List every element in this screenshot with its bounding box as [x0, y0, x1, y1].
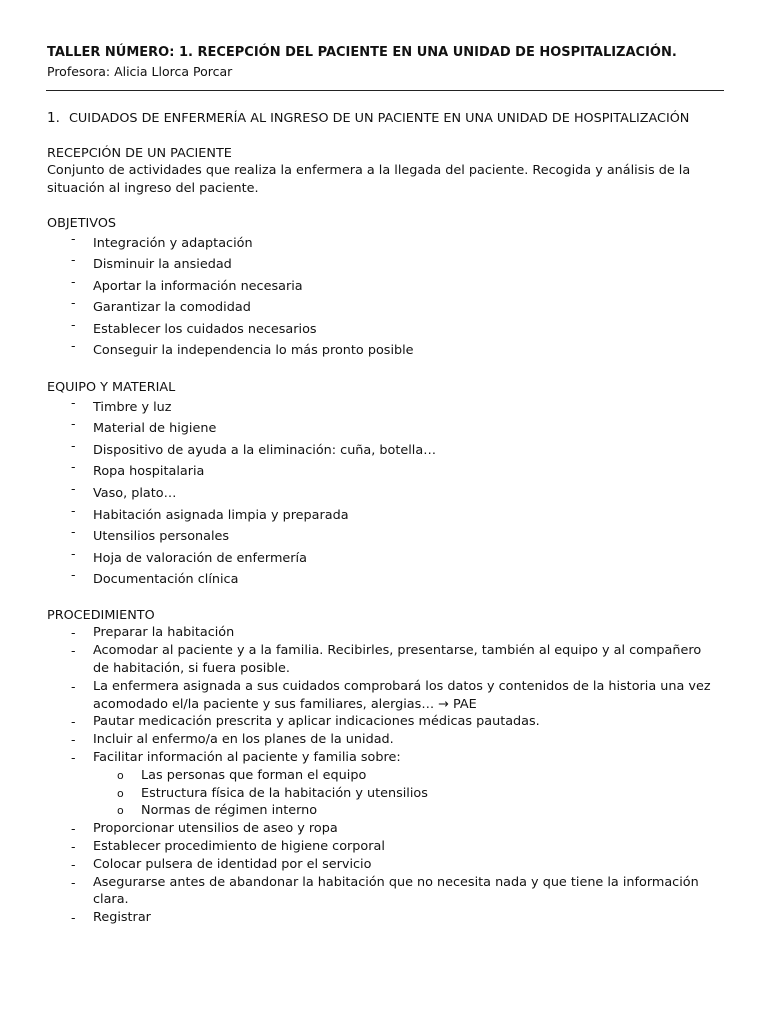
list-item: - Integración y adaptación — [47, 233, 717, 255]
dash-marker: - — [71, 856, 76, 872]
dash-marker: - — [71, 643, 76, 659]
dash-marker: - — [71, 732, 76, 748]
recepcion-section — [47, 145, 717, 198]
procedimiento-list-continued — [47, 820, 717, 927]
list-item: - Vaso, plato… — [47, 483, 717, 505]
procedimiento-section — [47, 607, 717, 927]
dash-marker: - — [71, 545, 76, 561]
list-item: - Establecer los cuidados necesarios — [47, 319, 717, 341]
list-item: - Pautar medicación prescrita y aplicar indicaciones médicas pautadas. — [47, 713, 717, 731]
list-item: - Aportar la información necesaria — [47, 276, 717, 298]
dash-marker: - — [71, 437, 76, 453]
document-title: TALLER NÚMERO: 1. RECEPCIÓN DEL PACIENTE EN UNA UNIDAD DE HOSPITALIZACIÓN. — [47, 45, 677, 60]
dash-marker: - — [71, 459, 76, 475]
dash-marker: - — [71, 524, 76, 540]
dash-marker: - — [71, 714, 76, 730]
dash-marker: - — [71, 910, 76, 926]
list-item: - Incluir al enfermo/a en los planes de la unidad. — [47, 731, 717, 749]
list-item: - Conseguir la independencia lo más pronto posible — [47, 340, 717, 362]
dash-marker: - — [71, 273, 76, 289]
circle-bullet-marker: o — [117, 804, 124, 818]
list-item: - Preparar la habitación — [47, 624, 717, 642]
procedimiento-heading: PROCEDIMIENTO — [47, 607, 155, 623]
procedimiento-sublist — [47, 767, 717, 820]
dash-marker: - — [71, 316, 76, 332]
sub-list-item: o Normas de régimen interno — [47, 802, 717, 820]
list-item: - Disminuir la ansiedad — [47, 254, 717, 276]
list-item: - La enfermera asignada a sus cuidados comprobará los datos y contenidos de la historia una vez acomodado el/la paciente y sus familiares, alergias… → PAE — [47, 678, 717, 714]
list-item: - Utensilios personales — [47, 526, 717, 548]
objetivos-heading: OBJETIVOS — [47, 216, 117, 231]
dash-marker: - — [71, 502, 76, 518]
document-body — [47, 110, 717, 927]
list-item: - Documentación clínica — [47, 569, 717, 591]
list-item: - Garantizar la comodidad — [47, 297, 717, 319]
dash-marker: - — [71, 821, 76, 837]
dash-marker: - — [71, 416, 76, 432]
sub-list-item: o Las personas que forman el equipo — [47, 767, 717, 785]
dash-marker: - — [71, 678, 76, 694]
recepcion-text: Conjunto de actividades que realiza la enfermera a la llegada del paciente. Recogida y análisis de la situación al ingreso del paciente. — [47, 163, 691, 196]
document-author: Profesora: Alicia Llorca Porcar — [47, 64, 233, 79]
circle-bullet-marker: o — [117, 768, 124, 782]
list-item: - Asegurarse antes de abandonar la habitación que no necesita nada y que tiene la información clara. — [47, 874, 717, 910]
objetivos-list — [47, 230, 717, 363]
list-item: - Proporcionar utensilios de aseo y ropa — [47, 820, 717, 838]
equipo-section — [47, 379, 717, 591]
list-item: - Facilitar información al paciente y familia sobre: — [47, 749, 717, 767]
list-item: - Hoja de valoración de enfermería — [47, 548, 717, 570]
sub-list-item: o Estructura física de la habitación y utensilios — [47, 785, 717, 803]
list-item: - Colocar pulsera de identidad por el servicio — [47, 856, 717, 874]
dash-marker: - — [71, 625, 76, 641]
dash-marker: - — [71, 480, 76, 496]
dash-marker: - — [71, 874, 76, 890]
equipo-heading: EQUIPO Y MATERIAL — [47, 380, 176, 396]
dash-marker: - — [71, 338, 76, 354]
list-item: - Ropa hospitalaria — [47, 461, 717, 483]
procedimiento-list — [47, 624, 717, 766]
section-number: 1. — [47, 110, 60, 126]
list-item: - Habitación asignada limpia y preparada — [47, 505, 717, 527]
list-item: - Establecer procedimiento de higiene corporal — [47, 838, 717, 856]
list-item: - Timbre y luz — [47, 397, 717, 419]
list-item: - Acomodar al paciente y a la familia. Recibirles, presentarse, también al equipo y al compañero de habitación, si fuera posible. — [47, 642, 717, 678]
dash-marker: - — [71, 394, 76, 410]
dash-marker: - — [71, 230, 76, 246]
header-divider — [46, 90, 724, 91]
objetivos-section — [47, 215, 717, 362]
dash-marker: - — [71, 749, 76, 765]
section-title: CUIDADOS DE ENFERMERÍA AL INGRESO DE UN PACIENTE EN UNA UNIDAD DE HOSPITALIZACIÓN — [69, 111, 690, 126]
list-item: - Registrar — [47, 909, 717, 927]
dash-marker: - — [71, 295, 76, 311]
dash-marker: - — [71, 252, 76, 268]
section-heading — [47, 110, 717, 128]
dash-marker: - — [71, 567, 76, 583]
equipo-list — [47, 394, 717, 591]
dash-marker: - — [71, 838, 76, 854]
list-item: - Material de higiene — [47, 418, 717, 440]
document-header — [47, 44, 727, 80]
recepcion-heading: RECEPCIÓN DE UN PACIENTE — [47, 145, 232, 161]
list-item: - Dispositivo de ayuda a la eliminación: cuña, botella… — [47, 440, 717, 462]
circle-bullet-marker: o — [117, 786, 124, 800]
